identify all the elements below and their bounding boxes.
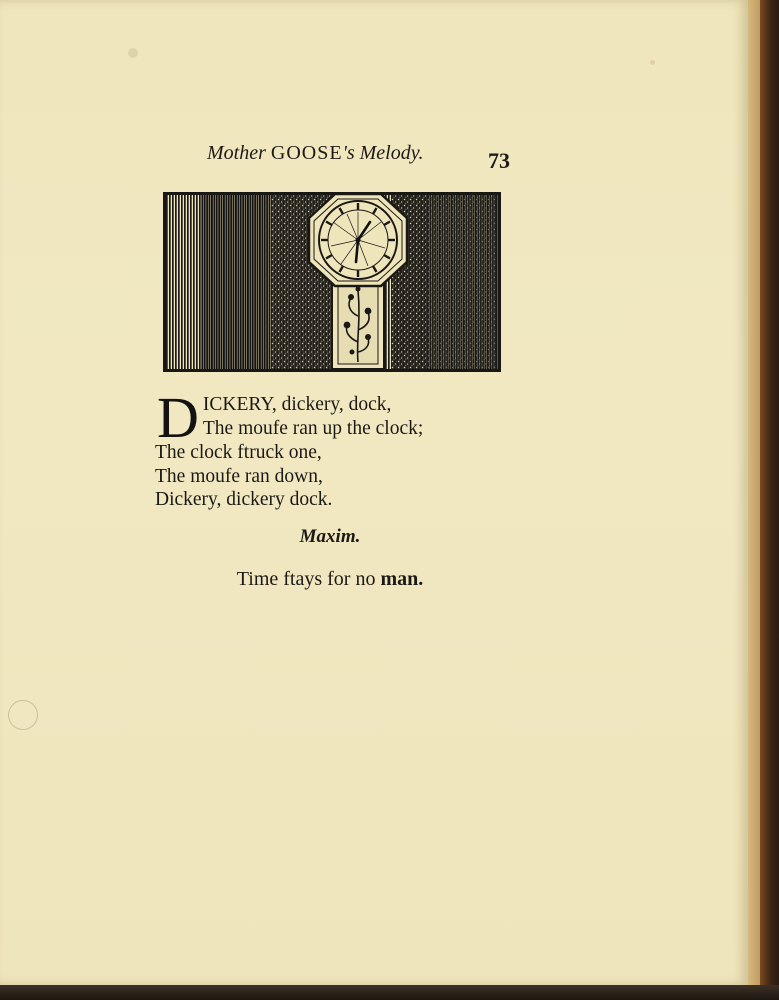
- paper-mark: [8, 700, 38, 730]
- book-binding: [760, 0, 779, 1000]
- poem-line-3: The clock ftruck one,: [155, 442, 322, 463]
- paper-spot: [128, 48, 138, 58]
- poem-line-2: The moufe ran up the clock;: [202, 417, 424, 439]
- paper-spot: [650, 60, 655, 65]
- poem-line-1: ICKERY, dickery, dock,: [202, 394, 392, 415]
- clock-woodcut-icon: [163, 192, 501, 372]
- page-number: 73: [488, 148, 510, 173]
- running-head: [207, 142, 527, 172]
- bottom-shadow: [0, 985, 779, 1000]
- running-head-italic-2: 's Melody.: [342, 142, 424, 164]
- maxim-text-main: Time ftays for no: [236, 568, 376, 590]
- drop-cap: D: [157, 385, 199, 450]
- maxim-text-last: man.: [380, 568, 424, 590]
- running-head-caps: GOOSE: [270, 142, 343, 164]
- maxim-title: Maxim.: [299, 526, 361, 547]
- running-head-italic-1: Mother: [207, 142, 266, 164]
- maxim-text: [0, 568, 660, 591]
- poem-verse: [155, 385, 515, 512]
- poem-line-4: The moufe ran down,: [155, 465, 323, 487]
- poem-line-5: Dickery, dickery dock.: [155, 489, 333, 510]
